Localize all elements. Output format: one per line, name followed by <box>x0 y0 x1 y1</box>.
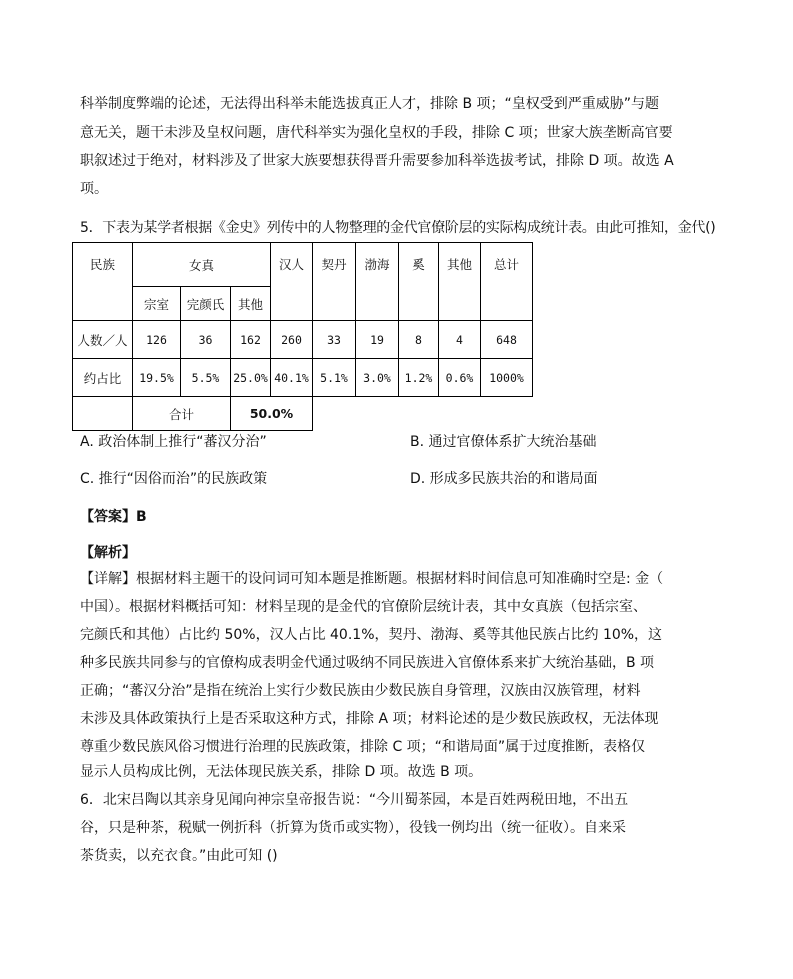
detail-line: 尊重少数民族风俗习惯进行治理的民族政策，排除 C 项；“和谐局面”属于过度推断，表格仅 <box>80 739 646 755</box>
ratio-cell: 3.0% <box>356 359 399 397</box>
prev-analysis-line-2: 意无关，题干未涉及皇权问题，唐代科举实为强化皇权的手段，排除 C 项；世家大族垄断高官要 <box>80 125 673 141</box>
header-others: 其他 <box>439 243 481 321</box>
count-cell: 8 <box>399 321 439 359</box>
ratio-cell: 0.6% <box>439 359 481 397</box>
count-cell: 33 <box>313 321 356 359</box>
count-cell: 260 <box>271 321 313 359</box>
prev-analysis-line-3: 职叙述过于绝对，材料涉及了世家大族要想获得晋升需要参加科举选拔考试，排除 D 项。故选 A <box>80 153 674 169</box>
ratio-cell: 40.1% <box>271 359 313 397</box>
detail-line: 显示人员构成比例，无法体现民族关系，排除 D 项。故选 B 项。 <box>80 764 483 780</box>
analysis-title: 【解析】 <box>80 545 136 561</box>
ratio-cell: 5.1% <box>313 359 356 397</box>
header-total: 总计 <box>481 243 533 321</box>
option-b: B. 通过官僚体系扩大统治基础 <box>410 434 597 450</box>
header-imperial-clan: 宗室 <box>133 287 181 321</box>
header-jurchen-other: 其他 <box>231 287 271 321</box>
header-han: 汉人 <box>271 243 313 321</box>
ratio-cell: 1.2% <box>399 359 439 397</box>
count-cell: 126 <box>133 321 181 359</box>
header-xi: 奚 <box>399 243 439 321</box>
officials-composition-table <box>72 242 533 431</box>
ratio-cell: 25.0% <box>231 359 271 397</box>
prev-analysis-line-1: 科举制度弊端的论述，无法得出科举未能选拔真正人才，排除 B 项；“皇权受到严重威胁”与题 <box>80 96 660 112</box>
count-cell: 36 <box>181 321 231 359</box>
detail-line: 未涉及具体政策执行上是否采取这种方式，排除 A 项；材料论述的是少数民族政权，无法体现 <box>80 711 659 727</box>
header-bohai: 渤海 <box>356 243 399 321</box>
detail-line: 种多民族共同参与的官僚构成表明金代通过吸纳不同民族进入官僚体系来扩大统治基础，B 项 <box>80 655 655 671</box>
ratio-cell: 1000% <box>481 359 533 397</box>
count-cell: 162 <box>231 321 271 359</box>
header-khitan: 契丹 <box>313 243 356 321</box>
detail-line: 中国）。根据材料概括可知：材料呈现的是金代的官僚阶层统计表，其中女真族（包括宗室、 <box>80 599 647 615</box>
count-cell: 19 <box>356 321 399 359</box>
option-d: D. 形成多民族共治的和谐局面 <box>410 471 598 487</box>
ratio-cell: 19.5% <box>133 359 181 397</box>
sum-value: 50.0% <box>231 397 313 431</box>
question-6-line: 谷，只是种茶，税赋一例折科（折算为货币或实物），役钱一例均出（统一征收）。自来采 <box>80 820 626 836</box>
detail-line: 正确；“蕃汉分治”是指在统治上实行少数民族由少数民族自身管理，汉族由汉族管理，材料 <box>80 683 641 699</box>
sum-label: 合计 <box>133 397 231 431</box>
option-a: A. 政治体制上推行“蕃汉分治” <box>80 434 267 450</box>
count-cell: 648 <box>481 321 533 359</box>
row-label-ratio: 约占比 <box>73 359 133 397</box>
question-5-stem: 5．下表为某学者根据《金史》列传中的人物整理的金代官僚阶层的实际构成统计表。由此可推知，金代() <box>80 220 716 236</box>
header-ethnicity: 民族 <box>73 243 133 321</box>
row-label-count: 人数／人 <box>73 321 133 359</box>
detail-line: 完颜氏和其他）占比约 50%，汉人占比 40.1%，契丹、渤海、奚等其他民族占比约 10%，这 <box>80 627 663 643</box>
question-6-line: 茶货卖，以充衣食。”由此可知 () <box>80 848 278 864</box>
header-jurchen: 女真 <box>133 243 271 287</box>
sum-row-spacer <box>73 397 133 431</box>
count-cell: 4 <box>439 321 481 359</box>
prev-analysis-line-4: 项。 <box>80 181 108 197</box>
option-c: C. 推行“因俗而治”的民族政策 <box>80 471 268 487</box>
answer: 【答案】B <box>80 509 147 525</box>
question-6-line: 6．北宋吕陶以其亲身见闻向神宗皇帝报告说：“今川蜀茶园，本是百姓两税田地，不出五 <box>80 792 629 808</box>
header-wanyan: 完颜氏 <box>181 287 231 321</box>
ratio-cell: 5.5% <box>181 359 231 397</box>
detail-line: 【详解】根据材料主题干的设问词可知本题是推断题。根据材料时间信息可知准确时空是: 金（ <box>80 571 664 587</box>
